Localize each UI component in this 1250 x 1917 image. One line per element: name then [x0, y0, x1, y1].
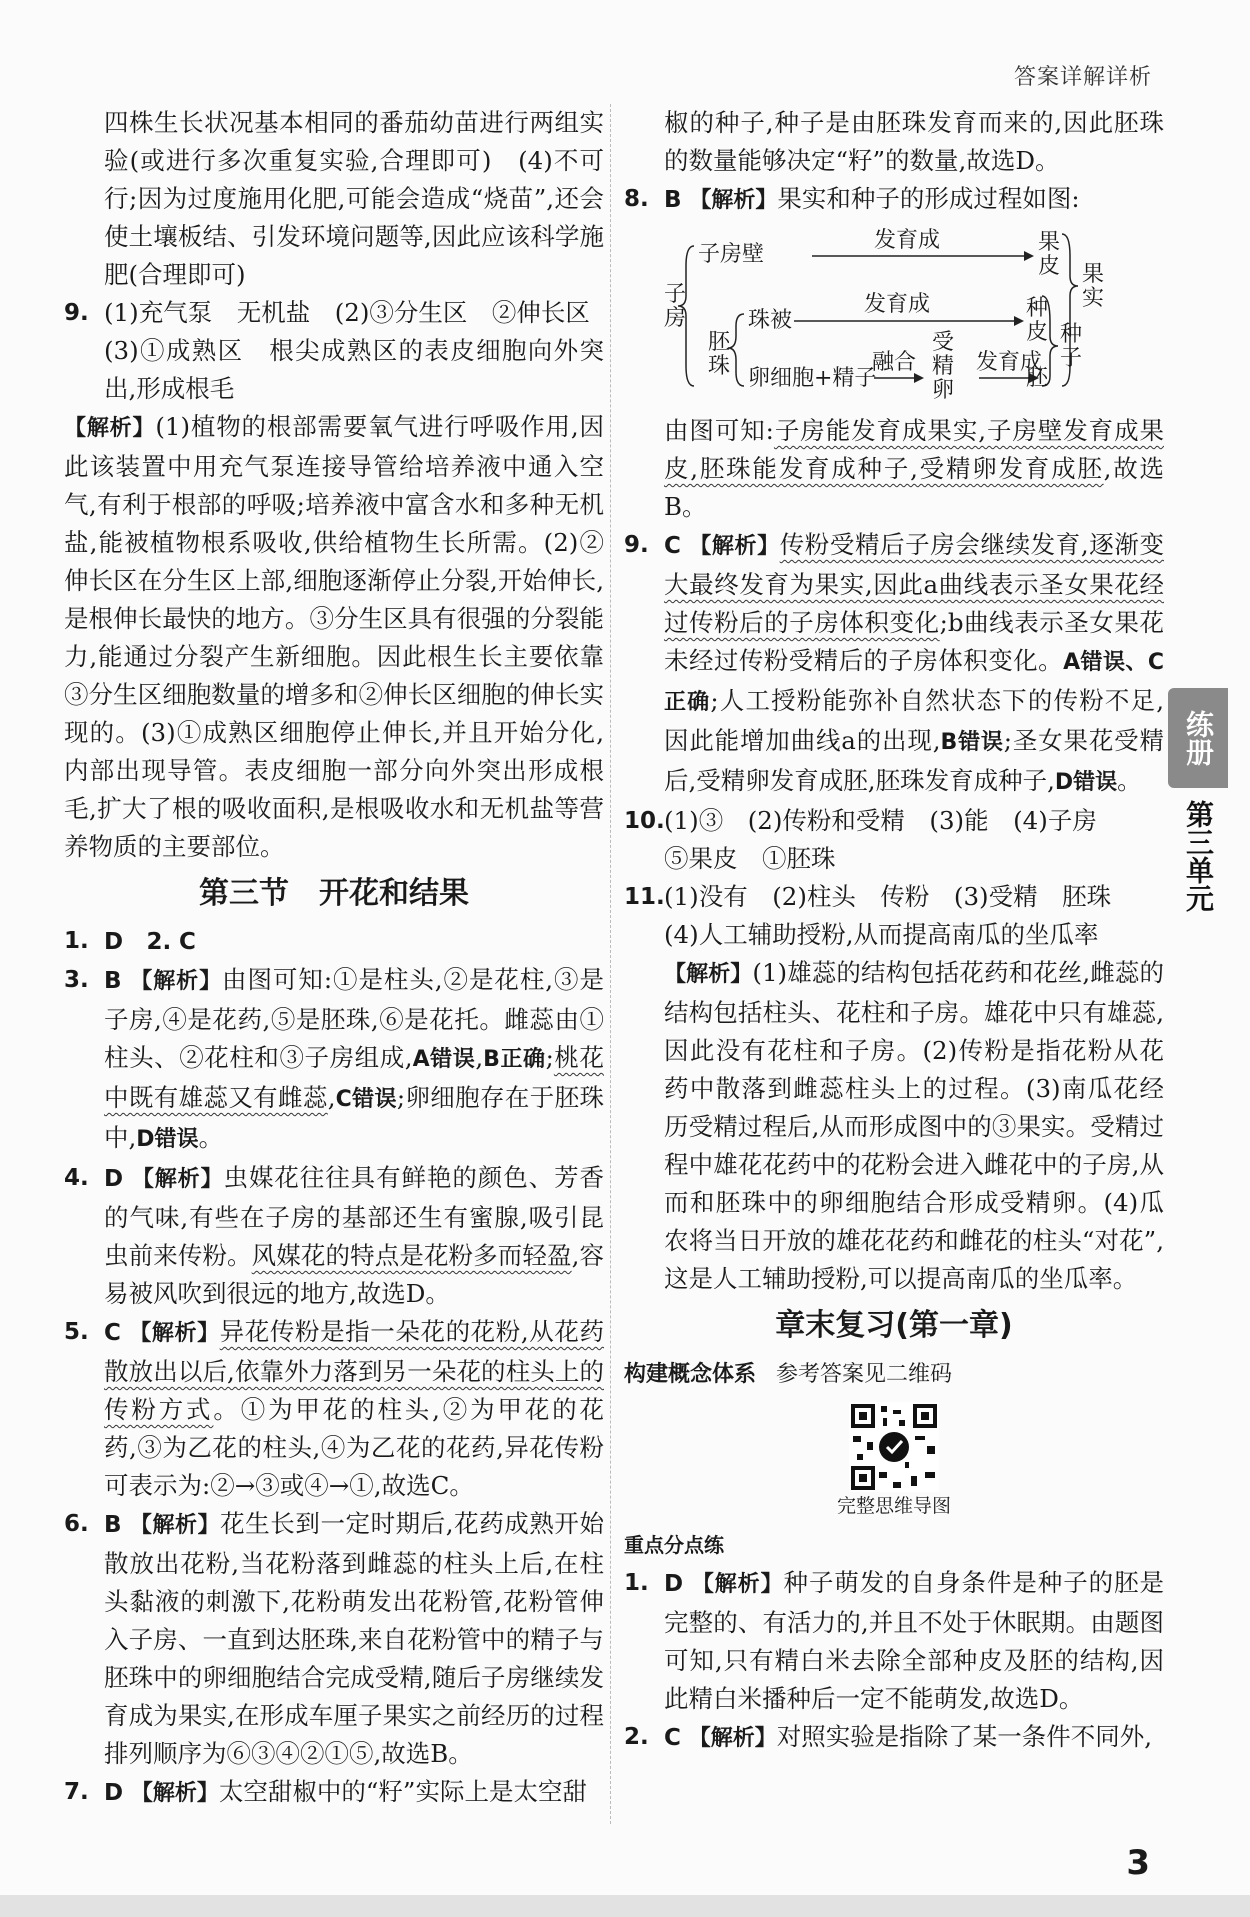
- bold-text: D错误: [136, 1127, 199, 1152]
- concept-note: 参考答案见二维码: [776, 1362, 953, 1387]
- answer-number: 9.: [624, 532, 649, 558]
- analysis-9: [64, 408, 604, 866]
- answer-number: 7.: [64, 1779, 89, 1805]
- concept-system: [624, 1356, 1164, 1394]
- analysis-text: (1)植物的根部需要氧气进行呼吸作用,因此该装置中用充气泵连接导管给培养液中通入空气,有利于根部的呼吸;培养液中富含水和多种无机盐,能被植物根系吸收,供给植物生长所需。(2)②伸长区在分生区上部,细胞逐渐停止分裂,开始伸长,是根伸长最快的地方。③分生区具有很强的分裂能力,能通过分裂产生新细胞。因此根生长主要依靠③分生区细胞数量的增多和②伸长区细胞的伸长实现的。(3)①成熟区细胞停止伸长,并且开始分化,内部出现导管。表皮细胞一部分向外突出形成根毛,扩大了根的吸收面积,是根吸收水和无机盐等营养物质的主要部位。: [64, 412, 604, 861]
- answer-number: 10.: [624, 808, 665, 834]
- underlined-text: 异花传粉是指一朵花的花粉,从花药散放出以后,依靠外力落到另一朵花的柱头上的传粉方式: [104, 1317, 604, 1424]
- analysis-tag: 【解析】: [64, 416, 156, 441]
- answer-number: 6.: [64, 1511, 89, 1537]
- answer-7: [64, 1773, 604, 1813]
- analysis-tag: 【解析】: [691, 1572, 784, 1597]
- analysis-text: 。①为甲花的柱头,②为甲花的花药,③为乙花的柱头,④为乙花的花药,异花传粉可表示为:②→③或④→①,故选C。: [104, 1395, 605, 1500]
- answer-9b: [624, 526, 1164, 802]
- analysis-text: 虫媒花往往具有鲜艳的颜色、芳香的气味,有些在子房的基部还生有蜜腺,吸引昆虫前来传粉。: [104, 1163, 604, 1270]
- answer-number: 4.: [64, 1165, 89, 1191]
- analysis-tag: 【解析】: [130, 969, 223, 994]
- diagram-label: 果: [1038, 230, 1061, 255]
- answer-text: (1)充气泵 无机盐 (2)③分生区 ②伸长区: [104, 298, 590, 327]
- answer-10: [624, 802, 1164, 878]
- bold-text: A错误: [412, 1047, 476, 1072]
- diagram-label: 发育成: [864, 292, 931, 317]
- bold-text: D错误: [1054, 770, 1118, 795]
- answer-number: 2.: [624, 1724, 649, 1750]
- analysis-tag: 【解析】: [664, 962, 753, 987]
- bold-text: A错误、C正确: [664, 650, 1164, 715]
- side-tab-practice-book: 练册: [1168, 688, 1228, 788]
- side-tab-unit: 第三单元: [1182, 800, 1215, 912]
- diagram-label: 融合: [872, 350, 917, 375]
- analysis-text: 。: [198, 1123, 224, 1152]
- diagram-label: 珠: [708, 354, 731, 379]
- answer-number: 1.: [64, 928, 89, 954]
- answer-9: [64, 294, 604, 408]
- diagram-label: 实: [1082, 286, 1105, 311]
- answer-text: (4)人工辅助授粉,从而提高南瓜的坐瓜率: [664, 920, 1099, 949]
- analysis-text: 种子萌发的自身条件是种子的胚是完整的、有活力的,并且不处于休眠期。由题图可知,只有精白米去除全部种皮及胚的结构,因此精白米播种后一定不能萌发,故选D。: [664, 1568, 1164, 1713]
- underlined-text: 桃花中既有雄蕊又有雌蕊: [104, 1043, 604, 1112]
- practice-2: [624, 1718, 1164, 1758]
- answer-4: [64, 1159, 604, 1313]
- answer-choice: D: [104, 929, 124, 955]
- answer-number: 3.: [64, 967, 89, 993]
- analysis-text: 由图可知:: [664, 416, 774, 445]
- diagram-label: 子: [1060, 346, 1083, 371]
- analysis-text: (1)雄蕊的结构包括花药和花丝,雌蕊的结构包括柱头、花柱和子房。雄花中只有雄蕊,因此没有花柱和子房。(2)传粉是指花粉从花药中散落到雌蕊柱头上的过程。(3)南瓜花经历受精过程后,从而形成图中的③果实。受精过程中雄花花药中的花粉会进入雌花中的子房,从而和胚珠中的卵细胞结合形成受精卵。(4)瓜农将当日开放的雄花花药和雌花的柱头“对花”,这是人工辅助授粉,可以提高南瓜的坐瓜率。: [664, 958, 1164, 1293]
- answer-number: 8.: [624, 186, 649, 212]
- answer-6: [64, 1505, 604, 1773]
- diagram-label: 种: [1060, 322, 1083, 347]
- diagram-label: 发育成: [976, 350, 1043, 375]
- answer-number: 5.: [64, 1319, 89, 1345]
- analysis-tag: 【解析】: [130, 1781, 219, 1806]
- diagram-label: 房: [664, 306, 687, 331]
- header-title: 答案详解详析: [1013, 65, 1152, 90]
- diagram-label: 精: [932, 354, 955, 379]
- diagram-label: 珠被: [748, 308, 793, 333]
- diagram-label: 种: [1026, 296, 1049, 321]
- fruit-formation-diagram: [664, 226, 1164, 406]
- analysis-text: ;人工授粉能弥补自然状态下的传粉不足,因此能增加曲线a的出现,: [664, 686, 1164, 755]
- analysis-text: ,容易被风吹到很远的地方,故选D。: [104, 1241, 605, 1308]
- analysis-tag: 【解析】: [129, 1321, 220, 1346]
- analysis-text: 由图可知:①是柱头,②是花柱,③是子房,④是花药,⑤是胚珠,⑥是花托。雌蕊由①柱头、②花柱和③子房组成,: [104, 965, 604, 1072]
- answer-choice: B: [664, 187, 682, 213]
- diagram-label: 胚: [1026, 366, 1049, 391]
- answer-number: 11.: [624, 884, 665, 910]
- bold-text: C错误: [335, 1087, 397, 1112]
- diagram-label: 卵细胞+精子: [748, 366, 877, 391]
- underlined-text: 风媒花的特点是花粉多而轻盈: [251, 1241, 572, 1270]
- analysis-text: 对照实验是指除了某一条件不同外,: [776, 1722, 1152, 1751]
- answer-text: ⑤果皮 ①胚珠: [664, 844, 836, 873]
- analysis-tag: 【解析】: [129, 1513, 221, 1538]
- answer-text: (1)③ (2)传粉和受精 (3)能 (4)子房: [664, 806, 1097, 835]
- analysis-text: 太空甜椒中的“籽”实际上是太空甜: [218, 1777, 587, 1806]
- diagram-label: 子: [664, 282, 687, 307]
- right-column: [624, 104, 1164, 1758]
- analysis-text: ,故选B。: [664, 454, 1164, 521]
- diagram-label: 皮: [1026, 320, 1049, 345]
- answer-5: [64, 1313, 604, 1505]
- diagram-label: 卵: [932, 378, 955, 403]
- practice-1: [624, 1564, 1164, 1718]
- answer-choice: C: [664, 1725, 681, 1751]
- answer-1-2: [64, 922, 604, 961]
- underlined-text: 子房能发育成果实,子房壁发育成果皮,胚珠能发育成种子,受精卵发育成胚: [664, 416, 1164, 483]
- analysis-text: 果实和种子的形成过程如图:: [777, 184, 1080, 213]
- section-title: 第三节 开花和结果: [199, 876, 469, 911]
- underlined-text: 传粉受精后子房会继续发育,逐渐变大最终发育为果实,因此a曲线表示圣女果花经过传粉后的子房体积变化: [664, 530, 1164, 637]
- concept-label: 构建概念体系: [624, 1362, 757, 1387]
- diagram-label: 皮: [1038, 254, 1061, 279]
- answer-choice: B: [104, 1512, 122, 1538]
- answer-8: [624, 180, 1164, 526]
- answer-choice: B: [104, 968, 122, 994]
- answer-choice: D: [104, 1166, 124, 1192]
- chapter-review-title: 章末复习(第一章): [775, 1308, 1013, 1343]
- answer-number: 2.: [146, 929, 172, 955]
- continued-answer: 四株生长状况基本相同的番茄幼苗进行两组实验(或进行多次重复实验,合理即可) (4)不可行;因为过度施用化肥,可能会造成“烧苗”,还会使土壤板结、引发环境问题等,因此应该科学施肥(合理即可): [104, 108, 604, 289]
- analysis-text: ;b曲线表示圣女果花未经过传粉受精后的子房体积变化。: [664, 608, 1165, 675]
- analysis-text: ,: [327, 1083, 336, 1112]
- analysis-text: ;: [545, 1043, 554, 1072]
- answer-choice: C: [664, 533, 681, 559]
- bold-text: B正确: [483, 1047, 546, 1072]
- bold-text: B错误: [940, 730, 1004, 755]
- answer-choice: C: [104, 1320, 121, 1346]
- left-column: [64, 104, 604, 1813]
- answer-number: 9.: [64, 300, 89, 326]
- diagram-label: 子房壁: [698, 242, 765, 267]
- page-number: 3: [1126, 1843, 1150, 1883]
- diagram-label: 受: [932, 330, 955, 355]
- qr-code-icon[interactable]: [849, 1402, 939, 1492]
- analysis-tag: 【解析】: [688, 1726, 777, 1751]
- analysis-text: ;卵细胞存在于胚珠中,: [104, 1083, 604, 1152]
- bottom-edge: [0, 1895, 1250, 1917]
- answer-choice: D: [104, 1780, 124, 1806]
- practice-title: 重点分点练: [624, 1533, 724, 1557]
- analysis-tag: 【解析】: [131, 1167, 224, 1192]
- answer-text: (3)①成熟区 根尖成熟区的表皮细胞向外突出,形成根毛: [104, 336, 604, 403]
- answer-text: (1)没有 (2)柱头 传粉 (3)受精 胚珠: [664, 882, 1112, 911]
- analysis-text: ;圣女果花受精后,受精卵发育成胚,胚珠发育成种子,: [664, 726, 1164, 795]
- qr-caption: 完整思维导图: [836, 1495, 951, 1517]
- answer-choice: C: [179, 929, 196, 955]
- analysis-text: ,: [475, 1043, 484, 1072]
- analysis-tag: 【解析】: [689, 188, 778, 213]
- answer-11: [624, 878, 1164, 1298]
- analysis-text: 。: [1117, 766, 1142, 795]
- column-divider: [610, 104, 611, 1824]
- answer-number: 1.: [624, 1570, 649, 1596]
- diagram-label: 发育成: [874, 228, 941, 253]
- answer-3: [64, 961, 604, 1159]
- continued-answer: 椒的种子,种子是由胚珠发育而来的,因此胚珠的数量能够决定“籽”的数量,故选D。: [664, 108, 1164, 175]
- analysis-tag: 【解析】: [689, 534, 780, 559]
- diagram-label: 胚: [708, 330, 731, 355]
- answer-choice: D: [664, 1571, 684, 1597]
- diagram-label: 果: [1082, 262, 1105, 287]
- analysis-text: 花生长到一定时期后,花药成熟开始散放出花粉,当花粉落到雌蕊的柱头上后,在柱头黏液的刺激下,花粉萌发出花粉管,花粉管伸入子房、一直到达胚珠,来自花粉管中的精子与胚珠中的卵细胞结合完成受精,随后子房继续发育成为果实,在形成车厘子果实之前经历的过程排列顺序为⑥③④②①⑤,故选B。: [104, 1509, 604, 1768]
